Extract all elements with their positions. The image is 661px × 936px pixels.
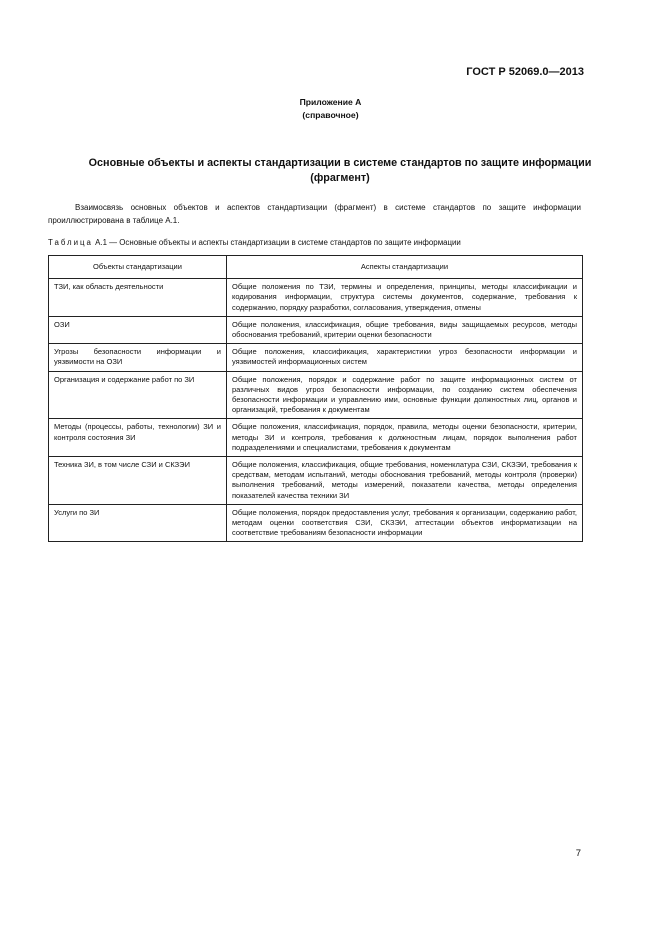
- page-title-line1: Основные объекты и аспекты стандартизации в системе стандартов по защите информации: [88, 157, 592, 169]
- aspects-cell: Общие положения по ТЗИ, термины и определения, принципы, методы классификации и кодирования информации, структура системы документов, содержание, требования к содержанию, порядку разработки, согласования, утверждения, отмены: [227, 279, 583, 317]
- aspects-cell: Общие положения, классификация, порядок, правила, методы оценки безопасности, критерии, методы ЗИ и контроля, требования к должностным лицам, порядок выполнения работ подразделениями и специалистами, требования к документам: [227, 419, 583, 457]
- column-header-aspects: Аспекты стандартизации: [227, 256, 583, 279]
- object-cell: Угрозы безопасности информации и уязвимости на ОЗИ: [49, 344, 227, 371]
- table-header-row: [49, 256, 583, 279]
- table-row: [49, 316, 583, 343]
- object-cell: ТЗИ, как область деятельности: [49, 279, 227, 317]
- table-row: [49, 504, 583, 542]
- aspects-cell: Общие положения, порядок и содержание работ по защите информационных систем от различных видов угроз безопасности информации, по созданию систем обеспечения безопасности информации и управлению ими, основные функции должностных лиц, органов и организаций, требования к документам: [227, 371, 583, 419]
- object-cell: Техника ЗИ, в том числе СЗИ и СКЗЭИ: [49, 457, 227, 505]
- page-number: 7: [575, 848, 581, 859]
- appendix-heading: [0, 96, 661, 122]
- intro-paragraph: Взаимосвязь основных объектов и аспектов стандартизации (фрагмент) в системе стандартов по защите информации проиллюстрирована в таблице А.1.: [48, 203, 581, 225]
- object-cell: Услуги по ЗИ: [49, 504, 227, 542]
- object-cell: ОЗИ: [49, 316, 227, 343]
- aspects-cell: Общие положения, классификация, общие требования, виды защищаемых ресурсов, методы обоснования требований, критерии оценки безопасности: [227, 316, 583, 343]
- table-caption-label: Таблица: [48, 238, 93, 247]
- table-row: [49, 419, 583, 457]
- aspects-cell: Общие положения, порядок предоставления услуг, требования к организации, содержанию работ, методам оценки соответствия СЗИ, СКЗЭИ, аттестации объектов информатизации на соответствие требованиям безопасности информации: [227, 504, 583, 542]
- column-header-objects: Объекты стандартизации: [49, 256, 227, 279]
- table-row: [49, 279, 583, 317]
- table-caption-text: А.1 — Основные объекты и аспекты стандартизации в системе стандартов по защите информации: [92, 238, 461, 247]
- appendix-subtitle: (справочное): [302, 110, 359, 120]
- standards-table: [48, 255, 583, 542]
- object-cell: Методы (процессы, работы, технологии) ЗИ и контроля состояния ЗИ: [49, 419, 227, 457]
- object-cell: Организация и содержание работ по ЗИ: [49, 371, 227, 419]
- aspects-cell: Общие положения, классификация, характеристики угроз безопасности информации и уязвимостей информационных систем: [227, 344, 583, 371]
- table-row: [49, 371, 583, 419]
- appendix-title: Приложение А: [299, 97, 362, 107]
- aspects-cell: Общие положения, классификация, общие требования, номенклатура СЗИ, СКЗЭИ, требования к средствам, методам испытаний, методы обоснования требований, методы контроля (проверки) выполнения требований, методы измерений, показатели качества, методы определения показателей качества техники ЗИ: [227, 457, 583, 505]
- page-title-line2: (фрагмент): [310, 172, 370, 184]
- page-title: [50, 156, 630, 186]
- table-row: [49, 457, 583, 505]
- table-caption: [48, 237, 581, 248]
- table-row: [49, 344, 583, 371]
- document-code: ГОСТ Р 52069.0—2013: [466, 66, 584, 78]
